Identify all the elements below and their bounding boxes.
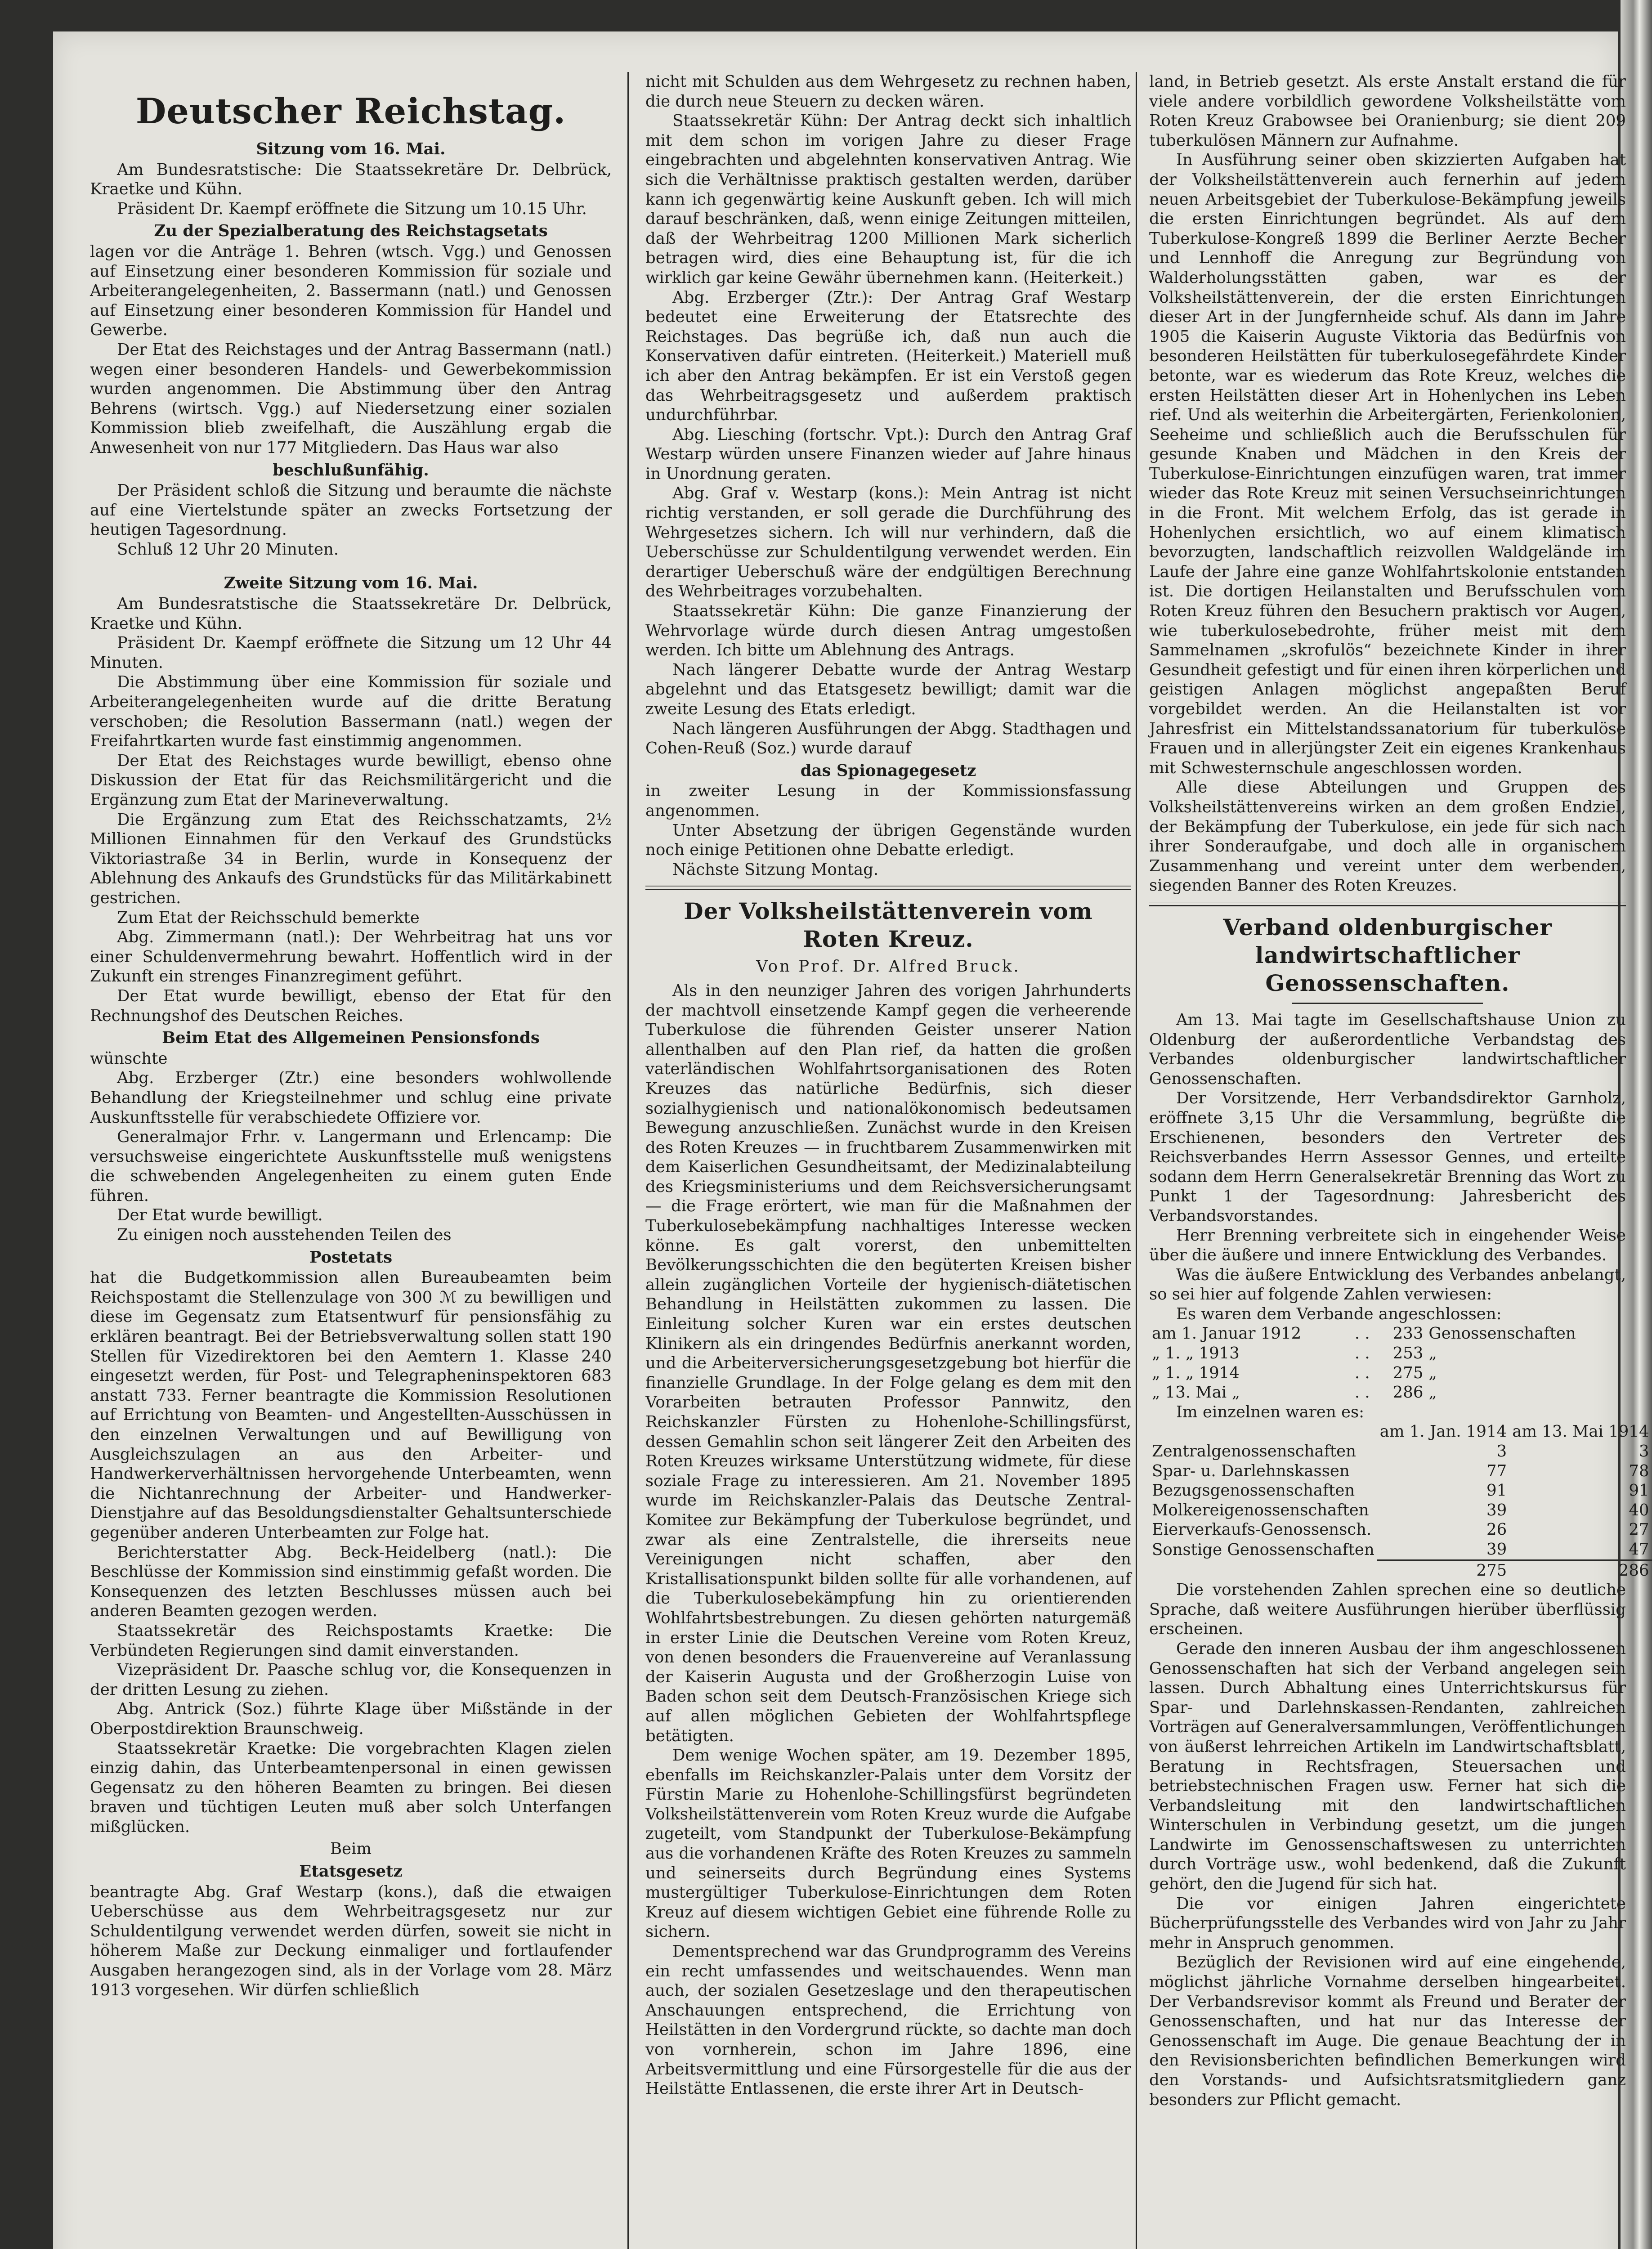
paragraph: Schluß 12 Uhr 20 Minuten. [117, 540, 339, 559]
table-row [1149, 1442, 1652, 1461]
paragraph: Staatssekretär Kraetke: Die vorgebrachten Klagen zielen einzig dahin, das Unterbeamtenpersonal in einen gewissen Gegensatz zu den höheren Beamten zu bringen. Bei diesen braven und tüchtigen Leuten muß aber solch Unterfangen mißglücken. [90, 1739, 612, 1836]
paragraph: land, in Betrieb gesetzt. Als erste Anstalt erstand die für viele andere vorbildlich gewordene Volksheilstätte vom Roten Kreuz Grabowsee bei Oranienburg; sie dient 209 tuberkulösen Männern zur Aufnahme. [1149, 72, 1626, 150]
table-cell: „ [1428, 1363, 1437, 1382]
paragraph: Am Bundesratstische die Staatssekretäre Dr. Delbrück, Kraetke und Kühn. [90, 595, 612, 633]
table-cell: 3 [1496, 1442, 1507, 1461]
table-row [1149, 1461, 1652, 1481]
paragraph: Beim [330, 1840, 372, 1859]
table-row [1149, 1501, 1652, 1520]
section-heading: Postetats [309, 1248, 393, 1267]
section-heading: beschlußunfähig. [273, 461, 429, 479]
title-rule [1292, 1003, 1483, 1004]
paragraph: Herr Brenning verbreitete sich in eingehender Weise über die äußere und innere Entwicklung des Verbandes. [1149, 1226, 1626, 1265]
article-title-reichstag: Deutscher Reichstag. [135, 91, 566, 132]
cooperatives-table [1149, 1422, 1652, 1580]
paragraph: wünschte [90, 1049, 168, 1068]
table-cell: 47 [1629, 1540, 1649, 1559]
section-heading: Beim Etat des Allgemeinen Pensionsfonds [162, 1029, 540, 1048]
article-title-volksheilstaetten: Der Volksheilstättenverein vom Roten Kreuz. [684, 898, 1093, 953]
paragraph: Staatssekretär des Reichspostamts Kraetke: Die Verbündeten Regierungen sind damit einverstanden. [90, 1621, 612, 1660]
column-rule [1136, 72, 1137, 2249]
table-row [1149, 1481, 1652, 1501]
article-divider [1149, 902, 1626, 906]
section-heading: Etatsgesetz [299, 1862, 403, 1881]
paragraph: Berichterstatter Abg. Beck-Heidelberg (natl.): Die Beschlüsse der Kommission sind einstimmig gefaßt worden. Die Konsequenzen des letzten Beschlusses müssen auch bei anderen Beamten gezogen werden. [90, 1543, 612, 1621]
table-row [1149, 1344, 1626, 1363]
paragraph: in zweiter Lesung in der Kommissionsfassung angenommen. [645, 782, 1131, 820]
table-cell: 275 [1392, 1363, 1424, 1382]
paragraph: Abg. Erzberger (Ztr.) eine besonders wohlwollende Behandlung der Kriegsteilnehmer und schlug eine private Auskunftsstelle für verabschiedete Offiziere vor. [90, 1069, 612, 1127]
article-title-verband: Verband oldenburgischer landwirtschaftlicher Genossenschaften. [1223, 914, 1552, 996]
paragraph: Der Präsident schloß die Sitzung und beraumte die nächste auf eine Viertelstunde später an zwecks Fortsetzung der heutigen Tagesordnung. [90, 481, 612, 539]
table-header: am 13. Mai 1914 [1512, 1422, 1649, 1441]
paragraph: Es waren dem Verbande angeschlossen: [1176, 1304, 1502, 1323]
paragraph: Die Ergänzung zum Etat des Reichsschatzamts, 2½ Millionen Einnahmen für den Verkauf des Grundstücks Viktoriastraße 34 in Berlin, wurde in Konsequenz der Ablehnung des Ankaufs des Grundstücks für das Militärkabinett gestrichen. [90, 810, 612, 907]
paragraph: Abg. Antrick (Soz.) führte Klage über Mißstände in der Oberpostdirektion Braunschweig. [90, 1700, 612, 1738]
paragraph: Bezüglich der Revisionen wird auf eine eingehende, möglichst jährliche Vornahme derselben hingearbeitet. Der Verbandsrevisor kommt als Freund und Berater der Genossenschaften, und hat nur das Interesse der Genossenschaft im Auge. Die genaue Beachtung der in den Revisionsberichten befindlichen Bemerkungen wird den Vorstands- und Aufsichtsratsmitgliedern ganz besonders zur Pflicht gemacht. [1149, 1953, 1626, 2109]
column-middle [645, 72, 1131, 2249]
table-row [1149, 1520, 1652, 1540]
table-cell: 78 [1629, 1461, 1649, 1480]
table-cell: 40 [1629, 1501, 1649, 1519]
table-cell: 91 [1486, 1481, 1507, 1500]
paragraph: hat die Budgetkommission allen Bureaubeamten beim Reichspostamt die Stellenzulage von 300 ℳ zu bewilligen und diese im Gegensatz zum Etatsentwurf für pensionsfähig zu erklären beantragt. Bei der Betriebsverwaltung sollen statt 190 Stellen für Vizedirektoren bei den Aemtern 1. Klasse 240 eingesetzt werden, für Post- und Telegrapheninspektoren 683 anstatt 733. Ferner beantragte die Kommission Resolutionen auf Errichtung von Beamten- und Angestellten-Ausschüssen in den einzelnen Verwaltungen und auf Bewilligung von Ausgleichszulagen an aus den Arbeiter- und Handwerkerverhältnissen hervorgehende Unterbeamten, wenn die Nichtanrechnung der Arbeiter- und Handwerker-Dienstjahre auf das Besoldungsdienstalter Gehaltsunterschiede gegenüber anderen Unterbeamten zur Folge hat. [90, 1268, 612, 1542]
paragraph: Abg. Zimmermann (natl.): Der Wehrbeitrag hat uns vor einer Schuldenvermehrung bewahrt. Hoffentlich wird in der Zukunft ein strenges Finanzregiment geführt. [90, 928, 612, 986]
table-header: am 1. Jan. 1914 [1379, 1422, 1507, 1441]
byline: Von Prof. Dr. Alfred Bruck. [756, 957, 1021, 976]
paragraph: Dementsprechend war das Grundprogramm des Vereins ein recht umfassendes und weitschauendes. Wenn man auch, der sozialen Gesetzeslage und den therapeutischen Anschauungen entsprechend, die Errichtung von Heilstätten in den Vordergrund rückte, so dachte man doch von vornherein, schon im Jahre 1896, eine Arbeitsvermittlung und eine Fürsorgestelle für die aus der Heilstätte Entlassenen, die erste ihrer Art in Deutsch- [645, 1942, 1131, 2098]
paragraph: In Ausführung seiner oben skizzierten Aufgaben hat der Volksheilstättenverein auch fernerhin auf jedem neuen Arbeitsgebiet der Tuberkulose-Bekämpfung jeweils die ersten Einrichtungen begründet. Als auf dem Tuberkulose-Kongreß 1899 die Berliner Aerzte Becher und Lennhoff die Anregung zur Begründung von Walderholungsstätten gaben, war es der Volksheilstättenverein, der die ersten Einrichtungen dieser Art in der Jungfernheide schuf. Als dann im Jahre 1905 die Kaiserin Auguste Viktoria das Bedürfnis von besonderen Heilstätten für tuberkulosegefährdete Kinder betonte, war es wiederum das Rote Kreuz, welches die ersten Heilstätten dieser Art in Hohenlychen ins Leben rief. Und als weiterhin die Arbeitergärten, Ferienkolonien, Seeheime und schließlich auch die Berufsschulen für gesunde Knaben und Mädchen in den Kreis der Tuberkulose-Einrichtungen einzufügen waren, trat immer wieder das Rote Kreuz mit seinen Versuchseinrichtungen in die Front. Mit welchem Erfolg, das ist gerade in Hohenlychen ersichtlich, wo auf einem klimatisch bevorzugten, landschaftlich reizvollen Waldgelände im Laufe der Jahre eine ganze Wohlfahrtskolonie entstanden ist. Die dortigen Heilanstalten und Berufsschulen vom Roten Kreuz führen den Besuchern praktisch vor Augen, wie tuberkulosebedrohte, früher meist mit dem Sammelnamen „skrofulös“ bezeichnete Kinder in ihrer Gesundheit gefestigt und für einen ihren körperlichen und geistigen Anlagen möglichst angepaßten Beruf vorgebildet werden. An die Heilanstalten ist vor Jahresfrist ein Mittelstandssanatorium für tuberkulöse Frauen und in allerjüngster Zeit ein eigenes Krankenhaus mit Schwesternschule angeschlossen worden. [1149, 151, 1626, 777]
paragraph: Dem wenige Wochen später, am 19. Dezember 1895, ebenfalls im Reichskanzler-Palais unter dem Vorsitz der Fürstin Marie zu Hohenlohe-Schillingsfürst begründeten Volksheilstättenverein vom Roten Kreuz wurde die Aufgabe zugeteilt, vom Standpunkt der Tuberkulose-Bekämpfung aus die vorhandenen Kräfte des Roten Kreuzes zu sammeln und seinerseits durch Begründung eines Systems mustergültiger Tuberkulose-Einrichtungen dem Roten Kreuz auf diesem wichtigen Gebiet eine führende Rolle zu sichern. [645, 1746, 1131, 1941]
paragraph: Unter Absetzung der übrigen Gegenstände wurden noch einige Petitionen ohne Debatte erledigt. [645, 821, 1131, 860]
paragraph: Zu einigen noch ausstehenden Teilen des [117, 1226, 452, 1245]
paragraph: Vizepräsident Dr. Paasche schlug vor, die Konsequenzen in der dritten Lesung zu ziehen. [90, 1661, 612, 1699]
table-cell: . . [1354, 1363, 1370, 1382]
paragraph: Am Bundesratstische: Die Staatssekretäre Dr. Delbrück, Kraetke und Kühn. [90, 160, 612, 199]
table-cell: „ 1. „ 1913 [1152, 1344, 1240, 1363]
paragraph: Was die äußere Entwicklung des Verbandes anbelangt, so sei hier auf folgende Zahlen verwiesen: [1149, 1265, 1626, 1304]
article-divider [645, 886, 1131, 890]
table-cell: 286 [1392, 1383, 1424, 1402]
table-cell: 3 [1639, 1442, 1649, 1461]
paragraph: Der Etat wurde bewilligt, ebenso der Etat für den Rechnungshof des Deutschen Reiches. [90, 986, 612, 1025]
paragraph: Zum Etat der Reichsschuld bemerkte [117, 908, 420, 927]
membership-table [1149, 1324, 1626, 1402]
paragraph: nicht mit Schulden aus dem Wehrgesetz zu rechnen haben, die durch neue Steuern zu decken wären. [645, 72, 1131, 111]
paragraph: Der Etat des Reichstages und der Antrag Bassermann (natl.) wegen einer besonderen Handels- und Gewerbekommission wurden angenommen. Die Abstimmung über den Antrag Behrens (wirtsch. Vgg.) auf Niedersetzung einer sozialen Kommission blieb zweifelhaft, die Auszählung ergab die Anwesenheit von nur 177 Mitgliedern. Das Haus war also [90, 340, 612, 457]
table-cell: Molkereigenossenschaften [1152, 1501, 1369, 1519]
paragraph: Als in den neunziger Jahren des vorigen Jahrhunderts der machtvoll einsetzende Kampf gegen die verheerende Tuberkulose die führenden Geister unserer Nation allenthalben auf den Plan rief, da hatten die großen vaterländischen Wohlfahrtsorganisationen des Roten Kreuzes das natürliche Bedürfnis, sich dieser sozialhygienisch und nationalökonomisch bedeutsamen Bewegung anzuschließen. Zunächst wurde in den Kreisen des Roten Kreuzes — in fruchtbarem Zusammenwirken mit dem Kaiserlichen Gesundheitsamt, der Medizinalabteilung des Kriegsministeriums und dem Reichsversicherungsamt — die Frage erörtert, wie man für die Maßnahmen der Tuberkulosebekämpfung nachhaltiges Interesse wecken könne. Es galt vorerst, den unbemittelten Bevölkerungsschichten die den begüterten Kreisen bisher allein zugänglichen Vorteile der hygienisch-diätetischen Behandlung in Heilstätten zukommen zu lassen. Die Einleitung solcher Kuren war ein erstes deutschen Klinikern als ein dringendes Bedürfnis anerkannt worden, und die Arbeiterversicherungsgesetzgebung bot hierfür die finanzielle Grundlage. In der Folge gelang es dem mit den Vorarbeiten betrauten Professor Pannwitz, den Reichskanzler Fürsten zu Hohenlohe-Schillingsfürst, dessen Gemahlin schon seit längerer Zeit den Arbeiten des Roten Kreuzes wirksame Unterstützung widmete, für diese soziale Frage zu interessieren. Am 21. November 1895 wurde im Reichskanzler-Palais das Deutsche Zentral-Komitee zur Bekämpfung der Tuberkulose begründet, und zwar als eine Zentralstelle, die ihrerseits neue Vereinigungen nicht schaffen, aber den Kristallisationspunkt bilden sollte für alle vorhandenen, auf die Tuberkulosebekämpfung hin zu orientierenden Wohlfahrtsbestrebungen. Zu diesen gehörten naturgemäß in erster Linie die Deutschen Vereine vom Roten Kreuz, von denen besonders die Frauenvereine auf Veranlassung der Kaiserin Augusta und der Großherzogin Luise von Baden schon seit dem Deutsch-Französischen Kriege sich auf allen möglichen Gebieten der Wohlfahrtspflege betätigten. [645, 981, 1131, 1745]
paragraph: Der Etat des Reichstages wurde bewilligt, ebenso ohne Diskussion der Etat für das Reichsmilitärgericht und die Ergänzung zum Etat der Marineverwaltung. [90, 751, 612, 809]
table-sum: 275 [1377, 1560, 1509, 1580]
table-cell: Eierverkaufs-Genossensch. [1152, 1520, 1372, 1539]
table-cell: . . [1354, 1383, 1370, 1402]
table-cell: am 1. Januar 1912 [1152, 1324, 1302, 1343]
table-header-row [1149, 1422, 1652, 1442]
table-cell: Genossenschaften [1428, 1324, 1576, 1343]
table-cell: „ 13. Mai „ [1152, 1383, 1240, 1402]
section-heading: Sitzung vom 16. Mai. [256, 140, 446, 158]
column-rule [627, 72, 629, 2249]
table-cell: 233 [1392, 1324, 1424, 1343]
table-row [1149, 1324, 1626, 1344]
section-heading: Zu der Spezialberatung des Reichstagsetats [154, 222, 548, 241]
table-sum: 286 [1509, 1560, 1652, 1580]
table-cell: Zentralgenossenschaften [1152, 1442, 1356, 1461]
paragraph: Im einzelnen waren es: [1176, 1402, 1365, 1421]
table-sum-row [1149, 1560, 1652, 1580]
paragraph: beantragte Abg. Graf Westarp (kons.), daß die etwaigen Ueberschüsse aus dem Wehrbeitragsgesetz nur zur Schuldentilgung verwendet werden dürfen, soweit sie nicht in höherem Maße zur Deckung einmaliger und fortlaufender Ausgaben herangezogen sind, als in der Vorlage vom 28. März 1913 vorgesehen. Wir dürfen schließlich [90, 1882, 612, 1999]
section-heading: das Spionagegesetz [800, 761, 976, 780]
paragraph: Staatssekretär Kühn: Die ganze Finanzierung der Wehrvorlage würde durch diesen Antrag umgestoßen werden. Ich bitte um Ablehnung des Antrags. [645, 602, 1131, 660]
paragraph: Abg. Liesching (fortschr. Vpt.): Durch den Antrag Graf Westarp würden unsere Finanzen wieder auf Jahre hinaus in Unordnung geraten. [645, 425, 1131, 483]
table-cell: . . [1354, 1344, 1370, 1363]
table-cell: 91 [1629, 1481, 1649, 1500]
paragraph: Nächste Sitzung Montag. [672, 860, 879, 879]
paragraph: Die vorstehenden Zahlen sprechen eine so deutliche Sprache, daß weitere Ausführungen hierüber überflüssig erscheinen. [1149, 1581, 1626, 1639]
table-cell: „ [1428, 1383, 1437, 1402]
paragraph: Der Etat wurde bewilligt. [117, 1206, 323, 1225]
table-row [1149, 1383, 1626, 1402]
paragraph: Abg. Erzberger (Ztr.): Der Antrag Graf Westarp bedeutet eine Erweiterung der Etatsrechte des Reichstages. Das begrüße ich, daß nun auch die Konservativen dafür eintreten. (Heiterkeit.) Materiell muß ich aber den Antrag bekämpfen. Er ist ein Verstoß gegen das Wehrbeitragsgesetz und außerdem praktisch undurchführbar. [645, 288, 1131, 425]
table-cell: Bezugsgenossenschaften [1152, 1481, 1355, 1500]
paragraph: Die vor einigen Jahren eingerichtete Bücherprüfungsstelle des Verbandes wird von Jahr zu Jahr mehr in Anspruch genommen. [1149, 1894, 1626, 1952]
paragraph: lagen vor die Anträge 1. Behren (wtsch. Vgg.) und Genossen auf Einsetzung einer besonderen Kommission für soziale und Arbeiterangelegenheiten, 2. Bassermann (natl.) und Genossen auf Einsetzung einer besonderen Kommission für Handel und Gewerbe. [90, 242, 612, 340]
paragraph: Am 13. Mai tagte im Gesellschaftshause Union zu Oldenburg der außerordentliche Verbandstag des Verbandes oldenburgischer landwirtschaftlicher Genossenschaften. [1149, 1010, 1626, 1088]
paragraph: Präsident Dr. Kaempf eröffnete die Sitzung um 12 Uhr 44 Minuten. [90, 634, 612, 672]
paragraph: Nach längerer Debatte wurde der Antrag Westarp abgelehnt und das Etatsgesetz bewilligt; damit war die zweite Lesung des Etats erledigt. [645, 660, 1131, 718]
table-cell: „ [1428, 1344, 1437, 1363]
paragraph: Abg. Graf v. Westarp (kons.): Mein Antrag ist nicht richtig verstanden, er soll gerade die Durchführung des Wehrgesetzes sichern. Ich will nur verhindern, daß die Ueberschüsse zur Schuldentilgung verwendet werden. Ein derartiger Ueberschuß wäre der endgültigen Berechnung des Wehrbeitrages vorzubehalten. [645, 484, 1131, 601]
paragraph: Alle diese Abteilungen und Gruppen des Volksheilstättenvereins wirken an dem großen Endziel, der Bekämpfung der Tuberkulose, ein jede für sich nach ihrer Sonderaufgabe, und doch alle in organischem Zusammenhang und vereint unter dem werbenden, siegenden Banner des Roten Kreuzes. [1149, 778, 1626, 895]
table-row [1149, 1540, 1652, 1560]
paragraph: Die Abstimmung über eine Kommission für soziale und Arbeiterangelegenheiten wurde auf die dritte Beratung verschoben; die Resolution Bassermann (natl.) wegen der Freifahrtkarten wurde fast einstimmig angenommen. [90, 673, 612, 751]
paragraph: Staatssekretär Kühn: Der Antrag deckt sich inhaltlich mit dem schon im vorigen Jahre zu dieser Frage eingebrachten und abgelehnten konservativen Antrag. Wie sich die Verhältnisse praktisch gestalten werden, darüber kann ich gegenwärtig keine Auskunft geben. Ich will mich darauf beschränken, daß, wenn einige Zeitungen mitteilen, daß der Wehrbeitrag 1200 Millionen Mark sicherlich betragen wird, dies eine Behauptung ist, für die ich wirklich gar keine Gewähr übernehmen kann. (Heiterkeit.) [645, 112, 1131, 287]
paragraph: Gerade den inneren Ausbau der ihm angeschlossenen Genossenschaften hat sich der Verband angelegen sein lassen. Durch Abhaltung eines Unterrichtskursus für Spar- und Darlehnskassen-Rendanten, zahlreichen Vorträgen auf Generalversammlungen, Veröffentlichungen von äußerst lehrreichen Artikeln im Landwirtschaftsblatt, Beratung in Rechtsfragen, Steuersachen und betriebstechnischen Fragen usw. Ferner hat sich die Verbandsleitung mit den landwirtschaftlichen Winterschulen in Verbindung gesetzt, um die jungen Landwirte im Genossenschaftswesen zu unterrichten durch Vorträge usw., wohl bedenkend, daß die Zukunft gehört, den die Jugend für sich hat. [1149, 1639, 1626, 1894]
table-cell: 26 [1486, 1520, 1507, 1539]
table-cell: Sonstige Genossenschaften [1152, 1540, 1374, 1559]
table-cell: Spar- u. Darlehnskassen [1152, 1461, 1350, 1480]
table-cell: 253 [1392, 1344, 1424, 1363]
table-row [1149, 1363, 1626, 1383]
table-cell: . . [1354, 1324, 1370, 1343]
table-cell: 39 [1486, 1540, 1507, 1559]
paragraph: Nach längeren Ausführungen der Abgg. Stadthagen und Cohen-Reuß (Soz.) wurde darauf [645, 719, 1131, 758]
paragraph: Generalmajor Frhr. v. Langermann und Erlencamp: Die versuchsweise eingerichtete Auskunftsstelle muß wenigstens die schwebenden Angelegenheiten zu einem guten Ende führen. [90, 1128, 612, 1205]
section-heading: Zweite Sitzung vom 16. Mai. [224, 574, 478, 593]
table-cell: 27 [1629, 1520, 1649, 1539]
column-left [90, 72, 612, 2249]
column-right [1149, 72, 1649, 2249]
table-cell: 39 [1486, 1501, 1507, 1519]
paragraph: Der Vorsitzende, Herr Verbandsdirektor Garnholz, eröffnete 3,15 Uhr die Versammlung, begrüßte die Erschienenen, besonders den Vertreter des Reichsverbandes Herrn Assessor Gennes, und erteilte sodann dem Herrn Generalsekretär Brenning das Wort zu Punkt 1 der Tagesordnung: Jahresbericht des Verbandsvorstandes. [1149, 1089, 1626, 1225]
table-cell: „ 1. „ 1914 [1152, 1363, 1240, 1382]
table-cell: 77 [1486, 1461, 1507, 1480]
paragraph: Präsident Dr. Kaempf eröffnete die Sitzung um 10.15 Uhr. [117, 199, 587, 218]
